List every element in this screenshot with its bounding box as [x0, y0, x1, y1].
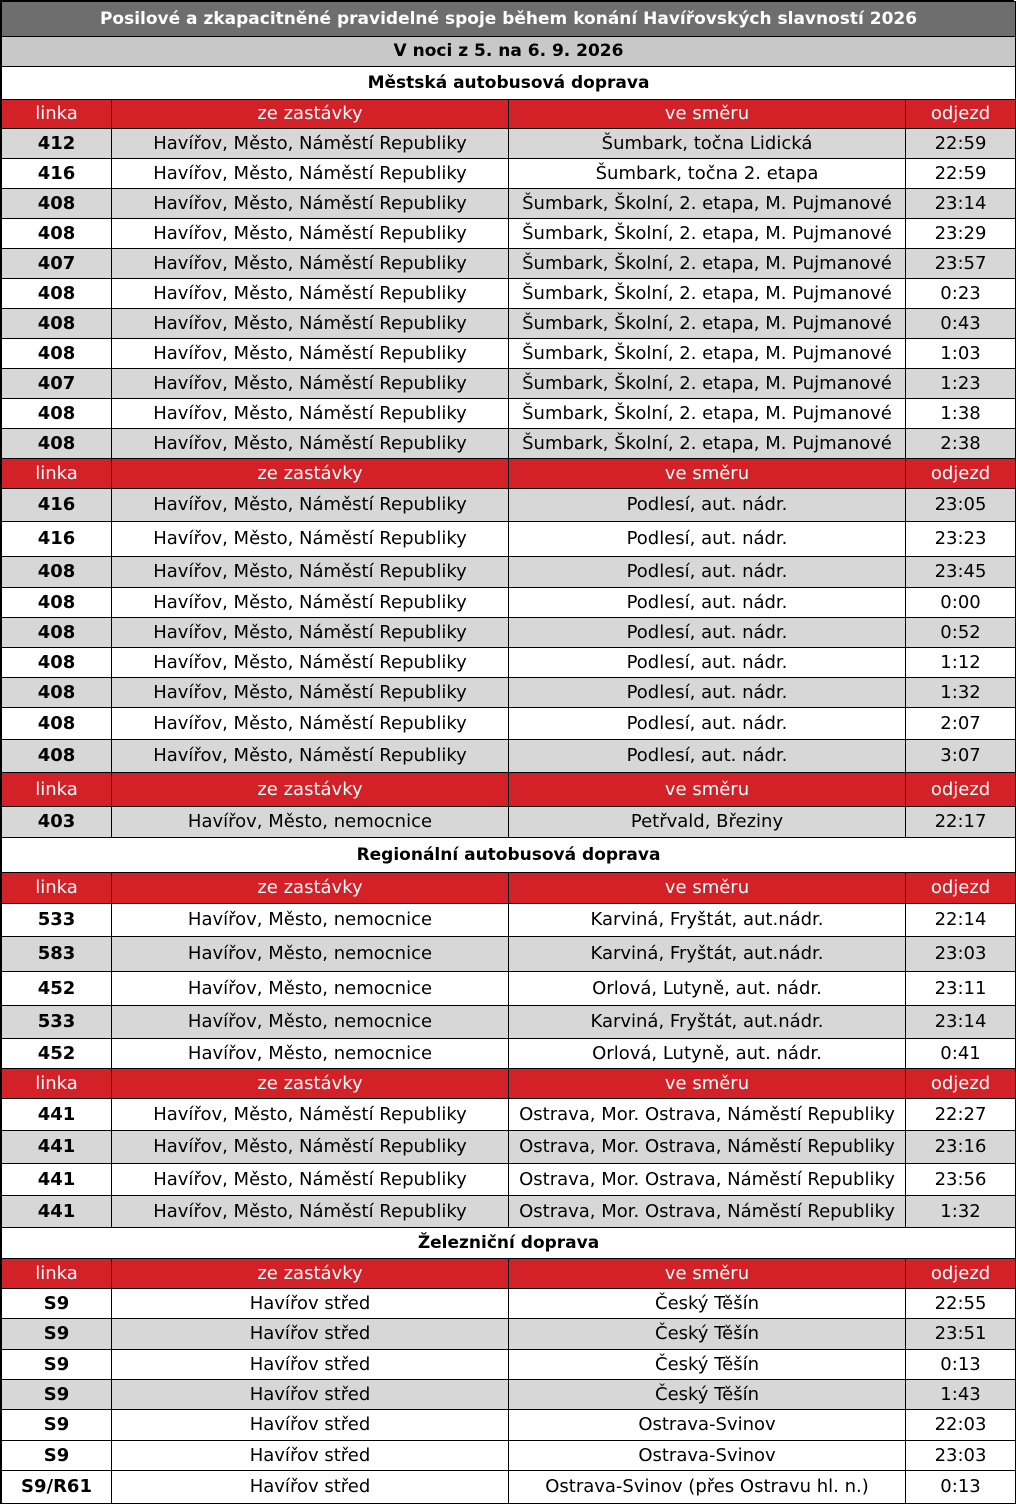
header-line: linka: [2, 1069, 112, 1099]
cell-line: 408: [2, 678, 112, 708]
section-title: Regionální autobusová doprava: [2, 838, 1016, 873]
cell-departure: 23:57: [906, 249, 1016, 279]
table-row: [2, 129, 1016, 159]
table-row: [2, 1289, 1016, 1319]
cell-line: 441: [2, 1131, 112, 1164]
column-header-row: [2, 773, 1016, 807]
cell-line: 408: [2, 429, 112, 459]
table-row: [2, 937, 1016, 972]
header-departure: odjezd: [906, 100, 1016, 129]
timetable: [1, 1, 1016, 1504]
cell-departure: 0:41: [906, 1039, 1016, 1069]
cell-to: Karviná, Fryštát, aut.nádr.: [509, 1006, 906, 1039]
cell-to: Šumbark, točna Lidická: [509, 129, 906, 159]
cell-line: 408: [2, 708, 112, 740]
cell-from: Havířov, Město, Náměstí Republiky: [112, 219, 509, 249]
table-row: [2, 618, 1016, 648]
cell-from: Havířov střed: [112, 1319, 509, 1350]
cell-to: Šumbark, Školní, 2. etapa, M. Pujmanové: [509, 339, 906, 369]
table-row: [2, 1099, 1016, 1131]
cell-line: 408: [2, 557, 112, 588]
cell-to: Šumbark, Školní, 2. etapa, M. Pujmanové: [509, 369, 906, 399]
cell-to: Šumbark, Školní, 2. etapa, M. Pujmanové: [509, 249, 906, 279]
document-title: Posilové a zkapacitněné pravidelné spoje během konání Havířovských slavností 2026: [2, 2, 1016, 37]
cell-from: Havířov, Město, Náměstí Republiky: [112, 399, 509, 429]
cell-to: Podlesí, aut. nádr.: [509, 522, 906, 557]
table-row: [2, 1131, 1016, 1164]
cell-from: Havířov, Město, Náměstí Republiky: [112, 648, 509, 678]
cell-line: 416: [2, 159, 112, 189]
cell-departure: 0:43: [906, 309, 1016, 339]
cell-from: Havířov, Město, Náměstí Republiky: [112, 159, 509, 189]
cell-line: 416: [2, 522, 112, 557]
header-from: ze zastávky: [112, 1069, 509, 1099]
cell-line: 403: [2, 807, 112, 838]
cell-departure: 1:03: [906, 339, 1016, 369]
table-row: [2, 1410, 1016, 1441]
cell-from: Havířov, Město, Náměstí Republiky: [112, 588, 509, 618]
header-departure: odjezd: [906, 1069, 1016, 1099]
table-row: [2, 1164, 1016, 1196]
cell-to: Český Těšín: [509, 1350, 906, 1380]
cell-line: 452: [2, 972, 112, 1006]
column-header-row: [2, 1069, 1016, 1099]
cell-to: Šumbark, Školní, 2. etapa, M. Pujmanové: [509, 429, 906, 459]
cell-to: Podlesí, aut. nádr.: [509, 588, 906, 618]
cell-departure: 23:05: [906, 489, 1016, 522]
header-departure: odjezd: [906, 459, 1016, 489]
table-row: [2, 1196, 1016, 1228]
cell-departure: 22:59: [906, 159, 1016, 189]
cell-from: Havířov, Město, Náměstí Republiky: [112, 129, 509, 159]
cell-from: Havířov, Město, Náměstí Republiky: [112, 249, 509, 279]
cell-from: Havířov, Město, Náměstí Republiky: [112, 678, 509, 708]
cell-to: Ostrava-Svinov (přes Ostravu hl. n.): [509, 1471, 906, 1504]
cell-from: Havířov, Město, Náměstí Republiky: [112, 189, 509, 219]
cell-line: 412: [2, 129, 112, 159]
table-row: [2, 1319, 1016, 1350]
document-subtitle: V noci z 5. na 6. 9. 2026: [2, 37, 1016, 67]
cell-to: Šumbark, točna 2. etapa: [509, 159, 906, 189]
table-row: [2, 339, 1016, 369]
header-departure: odjezd: [906, 773, 1016, 807]
cell-to: Ostrava, Mor. Ostrava, Náměstí Republiky: [509, 1164, 906, 1196]
cell-line: 533: [2, 904, 112, 937]
section-title: Železniční doprava: [2, 1228, 1016, 1259]
cell-to: Karviná, Fryštát, aut.nádr.: [509, 904, 906, 937]
column-header-row: [2, 459, 1016, 489]
table-row: [2, 1006, 1016, 1039]
cell-line: 408: [2, 309, 112, 339]
cell-to: Petřvald, Březiny: [509, 807, 906, 838]
cell-from: Havířov, Město, Náměstí Republiky: [112, 1099, 509, 1131]
cell-to: Šumbark, Školní, 2. etapa, M. Pujmanové: [509, 399, 906, 429]
table-row: [2, 588, 1016, 618]
cell-departure: 23:23: [906, 522, 1016, 557]
cell-from: Havířov střed: [112, 1471, 509, 1504]
column-header-row: [2, 873, 1016, 904]
cell-departure: 22:03: [906, 1410, 1016, 1441]
table-row: [2, 159, 1016, 189]
cell-from: Havířov, Město, Náměstí Republiky: [112, 1196, 509, 1228]
table-row: [2, 1350, 1016, 1380]
cell-to: Podlesí, aut. nádr.: [509, 708, 906, 740]
table-row: [2, 557, 1016, 588]
header-to: ve směru: [509, 1259, 906, 1289]
cell-departure: 23:51: [906, 1319, 1016, 1350]
cell-from: Havířov, Město, Náměstí Republiky: [112, 369, 509, 399]
cell-departure: 23:16: [906, 1131, 1016, 1164]
cell-departure: 0:13: [906, 1350, 1016, 1380]
cell-line: 583: [2, 937, 112, 972]
cell-line: 408: [2, 189, 112, 219]
cell-from: Havířov, Město, nemocnice: [112, 904, 509, 937]
header-line: linka: [2, 459, 112, 489]
cell-line: 441: [2, 1099, 112, 1131]
cell-from: Havířov, Město, Náměstí Republiky: [112, 522, 509, 557]
section-title: Městská autobusová doprava: [2, 67, 1016, 100]
table-row: [2, 429, 1016, 459]
cell-from: Havířov, Město, Náměstí Republiky: [112, 618, 509, 648]
cell-line: 452: [2, 1039, 112, 1069]
cell-line: 416: [2, 489, 112, 522]
header-line: linka: [2, 1259, 112, 1289]
header-from: ze zastávky: [112, 1259, 509, 1289]
cell-line: S9: [2, 1289, 112, 1319]
header-departure: odjezd: [906, 1259, 1016, 1289]
cell-departure: 1:43: [906, 1380, 1016, 1410]
table-row: [2, 279, 1016, 309]
cell-from: Havířov střed: [112, 1441, 509, 1471]
cell-line: 533: [2, 1006, 112, 1039]
cell-line: S9: [2, 1319, 112, 1350]
cell-to: Český Těšín: [509, 1289, 906, 1319]
cell-departure: 0:00: [906, 588, 1016, 618]
cell-line: 441: [2, 1196, 112, 1228]
cell-departure: 0:23: [906, 279, 1016, 309]
header-from: ze zastávky: [112, 873, 509, 904]
column-header-row: [2, 100, 1016, 129]
cell-from: Havířov, Město, Náměstí Republiky: [112, 1131, 509, 1164]
cell-departure: 23:11: [906, 972, 1016, 1006]
table-row: [2, 522, 1016, 557]
cell-line: 408: [2, 399, 112, 429]
cell-from: Havířov, Město, Náměstí Republiky: [112, 557, 509, 588]
cell-departure: 1:32: [906, 1196, 1016, 1228]
table-row: [2, 678, 1016, 708]
table-row: [2, 807, 1016, 838]
table-row: [2, 1380, 1016, 1410]
cell-to: Orlová, Lutyně, aut. nádr.: [509, 972, 906, 1006]
cell-to: Šumbark, Školní, 2. etapa, M. Pujmanové: [509, 279, 906, 309]
table-row: [2, 740, 1016, 773]
table-row: [2, 1471, 1016, 1504]
cell-departure: 0:13: [906, 1471, 1016, 1504]
cell-line: 408: [2, 279, 112, 309]
cell-line: 441: [2, 1164, 112, 1196]
cell-departure: 23:29: [906, 219, 1016, 249]
cell-from: Havířov, Město, Náměstí Republiky: [112, 708, 509, 740]
column-header-row: [2, 1259, 1016, 1289]
cell-to: Ostrava, Mor. Ostrava, Náměstí Republiky: [509, 1099, 906, 1131]
cell-to: Podlesí, aut. nádr.: [509, 489, 906, 522]
cell-departure: 22:55: [906, 1289, 1016, 1319]
header-from: ze zastávky: [112, 773, 509, 807]
cell-line: S9: [2, 1410, 112, 1441]
cell-departure: 23:03: [906, 937, 1016, 972]
cell-line: 408: [2, 618, 112, 648]
cell-to: Podlesí, aut. nádr.: [509, 557, 906, 588]
cell-from: Havířov střed: [112, 1380, 509, 1410]
header-to: ve směru: [509, 100, 906, 129]
cell-from: Havířov střed: [112, 1350, 509, 1380]
header-to: ve směru: [509, 873, 906, 904]
cell-to: Podlesí, aut. nádr.: [509, 648, 906, 678]
table-row: [2, 219, 1016, 249]
cell-line: 408: [2, 588, 112, 618]
header-line: linka: [2, 773, 112, 807]
cell-line: S9/R61: [2, 1471, 112, 1504]
cell-to: Šumbark, Školní, 2. etapa, M. Pujmanové: [509, 219, 906, 249]
cell-line: S9: [2, 1380, 112, 1410]
cell-line: 407: [2, 249, 112, 279]
header-line: linka: [2, 873, 112, 904]
cell-line: S9: [2, 1350, 112, 1380]
table-row: [2, 648, 1016, 678]
cell-line: 408: [2, 648, 112, 678]
cell-from: Havířov, Město, Náměstí Republiky: [112, 489, 509, 522]
cell-from: Havířov, Město, nemocnice: [112, 972, 509, 1006]
cell-departure: 23:14: [906, 1006, 1016, 1039]
cell-departure: 23:14: [906, 189, 1016, 219]
cell-departure: 22:14: [906, 904, 1016, 937]
cell-from: Havířov, Město, nemocnice: [112, 807, 509, 838]
cell-from: Havířov, Město, nemocnice: [112, 937, 509, 972]
table-row: [2, 972, 1016, 1006]
cell-from: Havířov, Město, nemocnice: [112, 1039, 509, 1069]
table-row: [2, 369, 1016, 399]
table-row: [2, 399, 1016, 429]
cell-to: Ostrava-Svinov: [509, 1441, 906, 1471]
cell-line: S9: [2, 1441, 112, 1471]
cell-line: 408: [2, 740, 112, 773]
table-row: [2, 904, 1016, 937]
cell-line: 408: [2, 219, 112, 249]
header-line: linka: [2, 100, 112, 129]
cell-departure: 22:17: [906, 807, 1016, 838]
cell-line: 407: [2, 369, 112, 399]
cell-to: Šumbark, Školní, 2. etapa, M. Pujmanové: [509, 189, 906, 219]
cell-to: Ostrava-Svinov: [509, 1410, 906, 1441]
header-departure: odjezd: [906, 873, 1016, 904]
table-row: [2, 309, 1016, 339]
cell-departure: 1:12: [906, 648, 1016, 678]
cell-departure: 1:23: [906, 369, 1016, 399]
cell-to: Podlesí, aut. nádr.: [509, 740, 906, 773]
cell-to: Český Těšín: [509, 1380, 906, 1410]
cell-departure: 2:38: [906, 429, 1016, 459]
cell-to: Podlesí, aut. nádr.: [509, 618, 906, 648]
cell-departure: 22:27: [906, 1099, 1016, 1131]
cell-to: Šumbark, Školní, 2. etapa, M. Pujmanové: [509, 309, 906, 339]
cell-from: Havířov, Město, Náměstí Republiky: [112, 740, 509, 773]
header-to: ve směru: [509, 459, 906, 489]
cell-departure: 23:03: [906, 1441, 1016, 1471]
cell-from: Havířov střed: [112, 1410, 509, 1441]
table-row: [2, 708, 1016, 740]
header-to: ve směru: [509, 1069, 906, 1099]
cell-to: Český Těšín: [509, 1319, 906, 1350]
cell-from: Havířov, Město, Náměstí Republiky: [112, 1164, 509, 1196]
cell-from: Havířov, Město, Náměstí Republiky: [112, 279, 509, 309]
cell-departure: 3:07: [906, 740, 1016, 773]
table-row: [2, 1441, 1016, 1471]
cell-from: Havířov střed: [112, 1289, 509, 1319]
cell-from: Havířov, Město, Náměstí Republiky: [112, 339, 509, 369]
table-row: [2, 489, 1016, 522]
header-to: ve směru: [509, 773, 906, 807]
cell-departure: 1:38: [906, 399, 1016, 429]
cell-from: Havířov, Město, nemocnice: [112, 1006, 509, 1039]
cell-to: Ostrava, Mor. Ostrava, Náměstí Republiky: [509, 1131, 906, 1164]
cell-line: 408: [2, 339, 112, 369]
cell-departure: 2:07: [906, 708, 1016, 740]
header-from: ze zastávky: [112, 100, 509, 129]
cell-to: Orlová, Lutyně, aut. nádr.: [509, 1039, 906, 1069]
table-row: [2, 1039, 1016, 1069]
cell-to: Podlesí, aut. nádr.: [509, 678, 906, 708]
cell-departure: 0:52: [906, 618, 1016, 648]
table-row: [2, 189, 1016, 219]
cell-departure: 23:56: [906, 1164, 1016, 1196]
cell-to: Ostrava, Mor. Ostrava, Náměstí Republiky: [509, 1196, 906, 1228]
cell-departure: 23:45: [906, 557, 1016, 588]
cell-departure: 22:59: [906, 129, 1016, 159]
cell-to: Karviná, Fryštát, aut.nádr.: [509, 937, 906, 972]
cell-from: Havířov, Město, Náměstí Republiky: [112, 429, 509, 459]
table-row: [2, 249, 1016, 279]
cell-departure: 1:32: [906, 678, 1016, 708]
header-from: ze zastávky: [112, 459, 509, 489]
cell-from: Havířov, Město, Náměstí Republiky: [112, 309, 509, 339]
